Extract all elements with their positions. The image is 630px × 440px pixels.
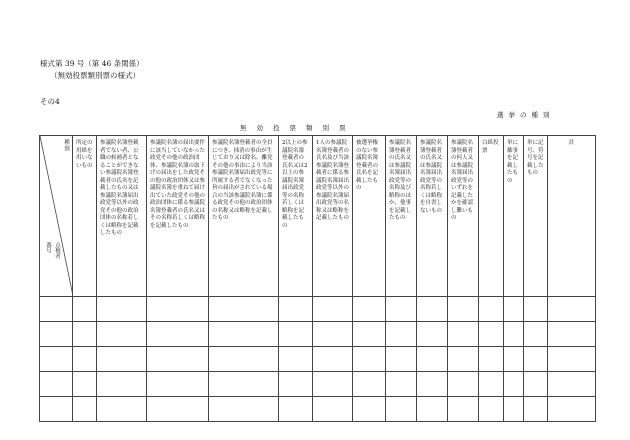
table-cell [313,347,353,372]
corner-label-number: 番号 [45,242,51,253]
form-subtitle: （無効投票類別票の様式） [50,71,140,80]
table-cell [73,322,97,347]
table-cell [147,397,209,422]
table-cell [524,322,548,347]
table-cell [548,397,596,422]
table-cell [448,297,479,322]
table-cell [279,397,313,422]
table-cell [417,372,448,397]
table-cell [40,297,73,322]
table-cell [524,347,548,372]
table-row [40,372,596,397]
table-cell [386,297,417,322]
table-cell [73,397,97,422]
table-cell [209,397,279,422]
table-cell [353,347,386,372]
table-row [40,397,596,422]
table-cell [504,347,524,372]
table-cell [40,347,73,372]
table-cell [73,372,97,397]
table-row [40,322,596,347]
table-cell [209,372,279,397]
table-cell [73,297,97,322]
table-cell [448,322,479,347]
table-cell [504,372,524,397]
election-type-label: 選挙の種別 [497,111,555,119]
table-cell [209,347,279,372]
table-cell [524,372,548,397]
column-header: 単に雑事を記載したもの [504,136,524,297]
table-cell [524,297,548,322]
table-cell [448,347,479,372]
table-cell [209,297,279,322]
table-cell [504,322,524,347]
table-cell [353,322,386,347]
table-cell [417,297,448,322]
column-header: 参議院名簿登載者の氏名又は参議院名簿届出政党等の名称及び略称のほか、他事を記載したもの [386,136,417,297]
table-cell [147,322,209,347]
table-cell [97,397,147,422]
table-cell [417,347,448,372]
table-cell [313,397,353,422]
table-cell [417,322,448,347]
table-cell [548,322,596,347]
table-cell [386,397,417,422]
table-cell [504,297,524,322]
table-cell [97,372,147,397]
table-cell [147,297,209,322]
table-cell [147,372,209,397]
table-cell [386,322,417,347]
column-header: 参議院名簿の届出要件に該当していなかった政党その他の政治団体、参議院名簿の取下げの届出をした政党その他の政治団体又は参議院名簿を重ねて届け出ていた政党その他の政治団体に係る参議院名簿登載者の氏名又はその名称若しくは略称を記載したもの [147,136,209,297]
table-cell [504,397,524,422]
corner-cell [40,136,73,297]
table-cell [386,347,417,372]
table-cell [73,347,97,372]
table-cell [97,347,147,372]
column-header: 1人の参議院名簿登載者の氏名及び当該参議院名簿登載者に係る参議院名簿届出政党等以外の参議院名簿届出政党等の名称又は略称を記載したもの [313,136,353,297]
column-header: 参議院名簿登載者の氏名又は参議院名簿届出政党等の名称若しくは略称を自書しないもの [417,136,448,297]
column-header: 白紙投票 [479,136,504,297]
table-cell [209,322,279,347]
table-cell [417,397,448,422]
table-cell [40,322,73,347]
table-cell [479,297,504,322]
column-header: 被選挙権のない参議院名簿登載者の氏名を記載したもの [353,136,386,297]
table-cell [279,372,313,397]
table-cell [548,372,596,397]
column-header: 単に記号、符号を記載したもの [524,136,548,297]
column-header-total: 計 [548,136,596,297]
header-row [40,136,596,297]
table-row [40,297,596,322]
table-cell [279,297,313,322]
table-cell [448,372,479,397]
column-header: 参議院名簿登載者の何人又は参議院名簿届出政党等のいずれを記載したかを確認し難いもの [448,136,479,297]
table-cell [548,347,596,372]
table-cell [353,397,386,422]
invalid-vote-table [39,135,596,422]
table-cell [313,372,353,397]
section-label: その4 [40,97,60,106]
table-cell [40,397,73,422]
column-header: 2以上の参議院名簿登載者の氏名又は2以上の参議院名簿届出政党等の名称若しくは略称を記載したもの [279,136,313,297]
table-cell [479,347,504,372]
corner-label-type: 種別 [63,139,69,152]
table-cell [448,397,479,422]
table-cell [279,347,313,372]
table-cell [353,297,386,322]
table-cell [479,397,504,422]
corner-label-inspector: 点検者 [54,242,60,259]
table-cell [479,322,504,347]
table-cell [386,372,417,397]
table-cell [97,297,147,322]
column-header: 参議院名簿登載者の全員につき、抹消の事由が生じており又は除名、離党その他の事由により当該参議院名簿届出政党等に所属する者でなくなった旨の届出がされている場合の当該参議院名簿に係る政党その他の政治団体の名称又は略称を記載したもの [209,136,279,297]
table-cell [40,372,73,397]
table-cell [97,322,147,347]
table-title: 無効投票類別票 [240,124,356,132]
table-cell [479,372,504,397]
column-header: 所定の用紙を用いないもの [73,136,97,297]
table-cell [147,347,209,372]
table-cell [279,322,313,347]
form-title: 様式第 39 号（第 46 条関係） [40,59,144,68]
table-cell [524,397,548,422]
table-cell [313,297,353,322]
table-cell [353,372,386,397]
table-row [40,347,596,372]
table-cell [313,322,353,347]
table-cell [548,297,596,322]
column-header: 参議院名簿登載者でない者、公職の候補者となることができない参議院名簿登載者の氏名を記載したもの又は参議院名簿届出政党等以外の政党その他の政治団体の名称若しくは略称を記載したもの [97,136,147,297]
